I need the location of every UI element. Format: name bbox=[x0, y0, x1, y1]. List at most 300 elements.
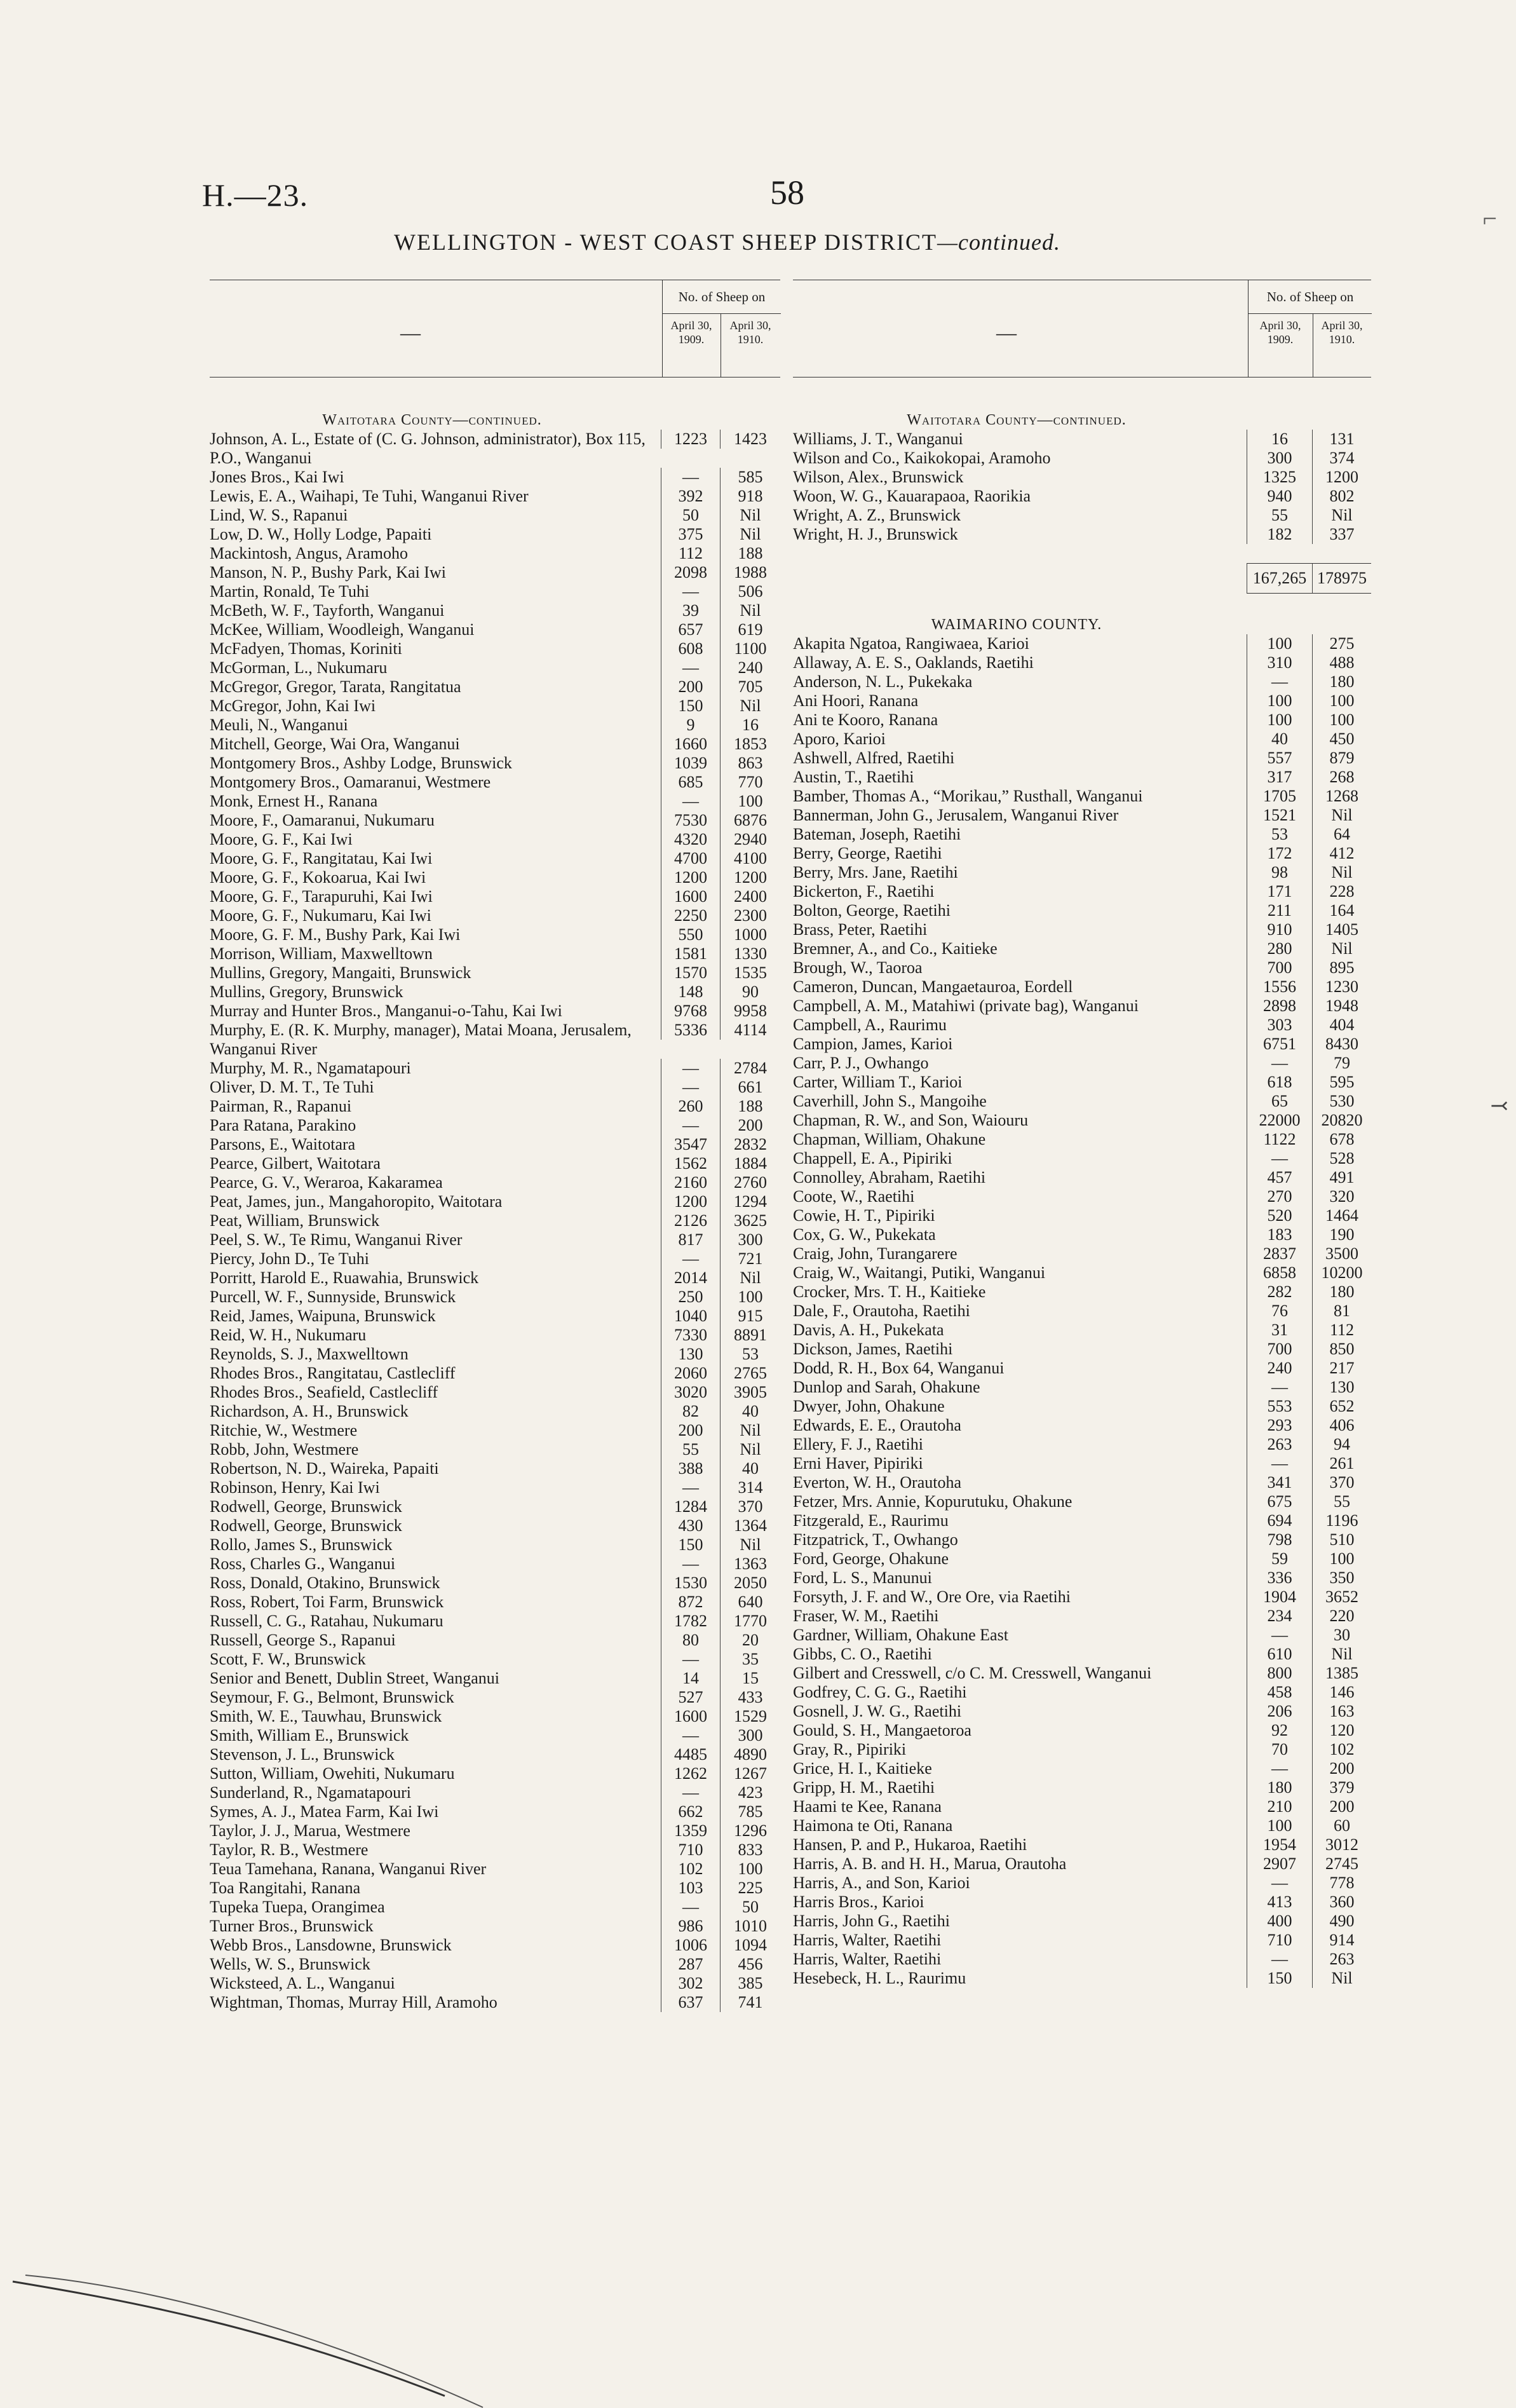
sheep-1909: 1954 bbox=[1247, 1835, 1312, 1854]
owner-name: Davis, A. H., Pukekata bbox=[793, 1321, 944, 1339]
sheep-1909: 82 bbox=[661, 1402, 720, 1421]
table-row bbox=[793, 1683, 1371, 1702]
sheep-1909: 1556 bbox=[1247, 977, 1312, 997]
sheep-1910: 530 bbox=[1312, 1092, 1371, 1111]
sheep-1910: 1988 bbox=[720, 563, 780, 582]
sheep-1909: 527 bbox=[661, 1688, 720, 1707]
sheep-1910: 240 bbox=[720, 658, 780, 677]
sheep-1909: 55 bbox=[661, 1440, 720, 1459]
table-row bbox=[210, 1326, 780, 1345]
owner-name: Reid, James, Waipuna, Brunswick bbox=[210, 1307, 436, 1325]
owner-name: Harris, A. B. and H. H., Marua, Orautoha bbox=[793, 1854, 1067, 1873]
sheep-1909: 310 bbox=[1247, 653, 1312, 672]
sheep-1909: 53 bbox=[1247, 825, 1312, 844]
sheep-1909: 940 bbox=[1247, 487, 1312, 506]
owner-name: Sutton, William, Owehiti, Nukumaru bbox=[210, 1764, 455, 1783]
owner-name: Harris Bros., Karioi bbox=[793, 1893, 924, 1911]
sheep-1909: 1581 bbox=[661, 944, 720, 963]
sheep-1910: 1200 bbox=[1312, 468, 1371, 487]
sheep-1910: 433 bbox=[720, 1688, 780, 1707]
owner-name: McBeth, W. F., Tayforth, Wanganui bbox=[210, 601, 445, 620]
table-row bbox=[210, 582, 780, 601]
sheep-1910: 652 bbox=[1312, 1397, 1371, 1416]
owner-name: Pearce, Gilbert, Waitotara bbox=[210, 1154, 381, 1173]
sheep-1910: 188 bbox=[720, 1097, 780, 1116]
owner-name: Gibbs, C. O., Raetihi bbox=[793, 1645, 932, 1663]
table-row bbox=[210, 735, 780, 754]
sheep-1910: 374 bbox=[1312, 449, 1371, 468]
owner-name: Dodd, R. H., Box 64, Wanganui bbox=[793, 1359, 1005, 1377]
sheep-1910: 506 bbox=[720, 582, 780, 601]
owner-name: Turner Bros., Brunswick bbox=[210, 1917, 374, 1935]
table-row bbox=[210, 1383, 780, 1402]
table-row bbox=[793, 1645, 1371, 1664]
table-row bbox=[210, 525, 780, 544]
table-row bbox=[793, 1778, 1371, 1797]
sheep-1910: 3652 bbox=[1312, 1588, 1371, 1607]
sheep-1909: 206 bbox=[1247, 1702, 1312, 1721]
owner-name: Campbell, A., Raurimu bbox=[793, 1016, 947, 1034]
sheep-1910: 200 bbox=[1312, 1759, 1371, 1778]
table-row bbox=[210, 1421, 780, 1440]
sheep-1910: Nil bbox=[720, 525, 780, 544]
table-row bbox=[793, 1073, 1371, 1092]
owner-name: Bolton, George, Raetihi bbox=[793, 901, 951, 920]
owner-name: Montgomery Bros., Oamaranui, Westmere bbox=[210, 773, 491, 791]
sheep-1910: 263 bbox=[1312, 1950, 1371, 1969]
owner-name: Chapman, William, Ohakune bbox=[793, 1130, 986, 1148]
owner-name: Monk, Ernest H., Ranana bbox=[210, 792, 378, 810]
sheep-1910: 895 bbox=[1312, 958, 1371, 977]
table-row bbox=[793, 1244, 1371, 1263]
left-table-header bbox=[210, 280, 780, 378]
owner-name: Ford, George, Ohakune bbox=[793, 1549, 949, 1568]
owner-name: Webb Bros., Lansdowne, Brunswick bbox=[210, 1936, 452, 1954]
sheep-1909: 183 bbox=[1247, 1225, 1312, 1244]
sheep-1909: 1570 bbox=[661, 963, 720, 983]
sheep-1910: 94 bbox=[1312, 1435, 1371, 1454]
sheep-1910: 1010 bbox=[720, 1917, 780, 1936]
sheep-1909: 150 bbox=[661, 1535, 720, 1554]
sheep-1909: 700 bbox=[1247, 958, 1312, 977]
sheep-1910: 1364 bbox=[720, 1516, 780, 1535]
table-row bbox=[793, 825, 1371, 844]
owner-name: Oliver, D. M. T., Te Tuhi bbox=[210, 1078, 374, 1096]
sheep-1910: 802 bbox=[1312, 487, 1371, 506]
table-row bbox=[210, 1726, 780, 1745]
sheep-1910: 20 bbox=[720, 1631, 780, 1650]
table-row bbox=[793, 844, 1371, 863]
sheep-1909: 430 bbox=[661, 1516, 720, 1535]
pen-scribble bbox=[0, 2205, 572, 2408]
total-1909: 167,265 bbox=[1247, 563, 1312, 594]
header-dash: — bbox=[996, 321, 1017, 344]
owner-name: Campbell, A. M., Matahiwi (private bag), Wanganui bbox=[793, 997, 1139, 1015]
sheep-1909: 1530 bbox=[661, 1574, 720, 1593]
sheep-1909: 4320 bbox=[661, 830, 720, 849]
sheep-1910: 1196 bbox=[1312, 1511, 1371, 1530]
owner-name: Gardner, William, Ohakune East bbox=[793, 1626, 1008, 1644]
sheep-1909: 986 bbox=[661, 1917, 720, 1936]
sheep-1909: 710 bbox=[661, 1840, 720, 1860]
sheep-1909: 1325 bbox=[1247, 468, 1312, 487]
table-row bbox=[210, 1840, 780, 1860]
table-row bbox=[210, 468, 780, 487]
owner-name: Harris, Walter, Raetihi bbox=[793, 1931, 942, 1949]
table-row bbox=[793, 1035, 1371, 1054]
owner-name: McKee, William, Woodleigh, Wanganui bbox=[210, 620, 475, 639]
sheep-1910: 3905 bbox=[720, 1383, 780, 1402]
sheep-1910: 370 bbox=[1312, 1473, 1371, 1492]
table-row bbox=[793, 1721, 1371, 1740]
table-row bbox=[793, 1931, 1371, 1950]
sheep-1909: 112 bbox=[661, 544, 720, 563]
sheep-1910: 2400 bbox=[720, 887, 780, 906]
owner-name: Taylor, R. B., Westmere bbox=[210, 1840, 369, 1859]
table-row bbox=[210, 1764, 780, 1783]
header-dash: — bbox=[400, 321, 421, 344]
table-row bbox=[793, 958, 1371, 977]
sheep-1909: 14 bbox=[661, 1669, 720, 1688]
owner-name: Caverhill, John S., Mangoihe bbox=[793, 1092, 987, 1110]
owner-name: Stevenson, J. L., Brunswick bbox=[210, 1745, 395, 1764]
table-row bbox=[210, 1631, 780, 1650]
sheep-1909: 9 bbox=[661, 716, 720, 735]
sheep-1910: 915 bbox=[720, 1307, 780, 1326]
table-row bbox=[793, 1816, 1371, 1835]
table-row bbox=[793, 1225, 1371, 1244]
owner-name: Hansen, P. and P., Hukaroa, Raetihi bbox=[793, 1835, 1027, 1854]
table-row bbox=[793, 672, 1371, 691]
owner-name: Wilson, Alex., Brunswick bbox=[793, 468, 964, 486]
table-row bbox=[210, 1288, 780, 1307]
sheep-1910: 164 bbox=[1312, 901, 1371, 920]
sheep-1909: — bbox=[1247, 1950, 1312, 1969]
sheep-1909: 2060 bbox=[661, 1364, 720, 1383]
sheep-1910: 50 bbox=[720, 1898, 780, 1917]
sheep-1910: 320 bbox=[1312, 1187, 1371, 1206]
table-row bbox=[793, 997, 1371, 1016]
spacer bbox=[793, 544, 1371, 563]
sheep-1910: 180 bbox=[1312, 1282, 1371, 1302]
table-row bbox=[210, 1345, 780, 1364]
sheep-1910: 275 bbox=[1312, 634, 1371, 653]
table-row bbox=[793, 506, 1371, 525]
sheep-1909: 2250 bbox=[661, 906, 720, 925]
sheep-1910: 2832 bbox=[720, 1135, 780, 1154]
sheep-1909: 6751 bbox=[1247, 1035, 1312, 1054]
owner-name: Ani Hoori, Ranana bbox=[793, 691, 919, 710]
owner-name: Connolley, Abraham, Raetihi bbox=[793, 1168, 986, 1187]
sheep-1909: 211 bbox=[1247, 901, 1312, 920]
owner-name: Austin, T., Raetihi bbox=[793, 768, 914, 786]
owner-name: Reynolds, S. J., Maxwelltown bbox=[210, 1345, 409, 1363]
sheep-1910: 1948 bbox=[1312, 997, 1371, 1016]
sheep-1909: 910 bbox=[1247, 920, 1312, 939]
sheep-1909: 4485 bbox=[661, 1745, 720, 1764]
owner-name: Harris, A., and Son, Karioi bbox=[793, 1874, 970, 1892]
sheep-1909: 31 bbox=[1247, 1321, 1312, 1340]
table-row bbox=[793, 901, 1371, 920]
sheep-1910: 528 bbox=[1312, 1149, 1371, 1168]
owner-name: Russell, George S., Rapanui bbox=[210, 1631, 396, 1649]
sheep-1910: 1094 bbox=[720, 1936, 780, 1955]
table-row bbox=[210, 697, 780, 716]
sheep-1910: 1770 bbox=[720, 1612, 780, 1631]
table-row bbox=[793, 1607, 1371, 1626]
table-row bbox=[793, 1702, 1371, 1721]
sheep-1909: 250 bbox=[661, 1288, 720, 1307]
table-row bbox=[793, 1950, 1371, 1969]
sheep-1910: 1529 bbox=[720, 1707, 780, 1726]
owner-name: Ross, Robert, Toi Farm, Brunswick bbox=[210, 1593, 444, 1611]
sheep-1909: 70 bbox=[1247, 1740, 1312, 1759]
owner-name: Peat, James, jun., Mangahoropito, Waitotara bbox=[210, 1192, 503, 1211]
owner-name: Bannerman, John G., Jerusalem, Wanganui River bbox=[793, 806, 1119, 824]
sheep-1909: 1782 bbox=[661, 1612, 720, 1631]
owner-name: Robb, John, Westmere bbox=[210, 1440, 359, 1459]
table-row bbox=[793, 1588, 1371, 1607]
sheep-1909: 3020 bbox=[661, 1383, 720, 1402]
owner-name: Parsons, E., Waitotara bbox=[210, 1135, 356, 1153]
header-group-label: No. of Sheep on bbox=[1266, 289, 1354, 304]
owner-name: Moore, G. F., Kai Iwi bbox=[210, 830, 353, 848]
owner-name: Carr, P. J., Owhango bbox=[793, 1054, 929, 1072]
sheep-1909: 657 bbox=[661, 620, 720, 639]
sheep-1909: 7330 bbox=[661, 1326, 720, 1345]
table-row bbox=[793, 1111, 1371, 1130]
table-row bbox=[210, 1612, 780, 1631]
sheep-1909: 7530 bbox=[661, 811, 720, 830]
sheep-1910: 360 bbox=[1312, 1893, 1371, 1912]
section-label: Waitotara County—continued. bbox=[322, 412, 542, 428]
table-row bbox=[793, 1912, 1371, 1931]
sheep-1909: 336 bbox=[1247, 1568, 1312, 1588]
sheep-1909: 413 bbox=[1247, 1893, 1312, 1912]
owner-name: Fetzer, Mrs. Annie, Kopurutuku, Ohakune bbox=[793, 1492, 1073, 1511]
sheep-1909: 171 bbox=[1247, 882, 1312, 901]
sheep-1909: 2907 bbox=[1247, 1854, 1312, 1874]
owner-name: Mullins, Gregory, Mangaiti, Brunswick bbox=[210, 963, 471, 982]
owner-name: Ellery, F. J., Raetihi bbox=[793, 1435, 923, 1453]
sheep-1909: 375 bbox=[661, 525, 720, 544]
sheep-1909: — bbox=[1247, 1874, 1312, 1893]
sheep-1909: — bbox=[661, 1898, 720, 1917]
sheep-1909: 388 bbox=[661, 1459, 720, 1478]
table-row bbox=[210, 1669, 780, 1688]
owner-name: Teua Tamehana, Ranana, Wanganui River bbox=[210, 1860, 487, 1878]
sheep-1910: Nil bbox=[720, 697, 780, 716]
sheep-1910: 1100 bbox=[720, 639, 780, 658]
sheep-1910: 8891 bbox=[720, 1326, 780, 1345]
table-row bbox=[793, 977, 1371, 997]
sheep-1910: 217 bbox=[1312, 1359, 1371, 1378]
owner-name: Hesebeck, H. L., Raurimu bbox=[793, 1969, 966, 1987]
sheep-1910: 188 bbox=[720, 544, 780, 563]
sheep-1910: 64 bbox=[1312, 825, 1371, 844]
sheep-1910: Nil bbox=[720, 601, 780, 620]
table-row bbox=[210, 811, 780, 830]
owner-name: Smith, William E., Brunswick bbox=[210, 1726, 409, 1745]
sheep-1909: 1040 bbox=[661, 1307, 720, 1326]
sheep-1909: 100 bbox=[1247, 634, 1312, 653]
sheep-1910: 120 bbox=[1312, 1721, 1371, 1740]
owner-name: Edwards, E. E., Orautoha bbox=[793, 1416, 961, 1434]
sheep-1909: 637 bbox=[661, 1993, 720, 2012]
owner-name: Morrison, William, Maxwelltown bbox=[210, 944, 433, 963]
sheep-1910: 406 bbox=[1312, 1416, 1371, 1435]
owner-name: Haami te Kee, Ranana bbox=[793, 1797, 942, 1816]
sheep-1909: 100 bbox=[1247, 691, 1312, 711]
sheep-1910: 3500 bbox=[1312, 1244, 1371, 1263]
owner-name: Gilbert and Cresswell, c/o C. M. Cresswell, Wanganui bbox=[793, 1664, 1152, 1682]
owner-name: Lind, W. S., Rapanui bbox=[210, 506, 348, 524]
table-row bbox=[210, 1917, 780, 1936]
sheep-1909: 608 bbox=[661, 639, 720, 658]
left-rows bbox=[210, 408, 780, 2012]
sheep-1909: 1562 bbox=[661, 1154, 720, 1173]
owner-name: Murphy, M. R., Ngamatapouri bbox=[210, 1059, 411, 1077]
sheep-1910: 785 bbox=[720, 1802, 780, 1821]
sheep-1909: 1200 bbox=[661, 868, 720, 887]
sheep-1910: 4890 bbox=[720, 1745, 780, 1764]
table-row bbox=[793, 634, 1371, 653]
sheep-1910: 100 bbox=[720, 1860, 780, 1879]
sheep-1910: 2765 bbox=[720, 1364, 780, 1383]
sheep-1910: 1294 bbox=[720, 1192, 780, 1211]
owner-name: Chapman, R. W., and Son, Waiouru bbox=[793, 1111, 1029, 1129]
table-row bbox=[793, 1835, 1371, 1854]
owner-name: Bickerton, F., Raetihi bbox=[793, 882, 935, 901]
owner-name: Meuli, N., Wanganui bbox=[210, 716, 348, 734]
owner-name: Purcell, W. F., Sunnyside, Brunswick bbox=[210, 1288, 456, 1306]
sheep-1909: 302 bbox=[661, 1974, 720, 1993]
sheep-1910: 220 bbox=[1312, 1607, 1371, 1626]
sheep-1909: 817 bbox=[661, 1230, 720, 1249]
table-row bbox=[210, 1955, 780, 1974]
owner-name: Bamber, Thomas A., “Morikau,” Rusthall, Wanganui bbox=[793, 787, 1143, 805]
owner-name: Campion, James, Karioi bbox=[793, 1035, 953, 1053]
owner-name: Cox, G. W., Pukekata bbox=[793, 1225, 936, 1244]
owner-name: Johnson, A. L., Estate of (C. G. Johnson, administrator), Box 115, P.O., Wanganui bbox=[210, 430, 646, 467]
sheep-1909: 662 bbox=[661, 1802, 720, 1821]
owner-name: Ashwell, Alfred, Raetihi bbox=[793, 749, 955, 767]
table-row bbox=[793, 1321, 1371, 1340]
owner-name: McGregor, John, Kai Iwi bbox=[210, 697, 376, 715]
table-row bbox=[210, 1707, 780, 1726]
table-row bbox=[210, 1535, 780, 1554]
table-row bbox=[793, 653, 1371, 672]
table-row bbox=[793, 1130, 1371, 1149]
sheep-1909: 150 bbox=[1247, 1969, 1312, 1988]
sheep-1909: 2098 bbox=[661, 563, 720, 582]
table-row bbox=[210, 1173, 780, 1192]
table-row bbox=[793, 1206, 1371, 1225]
owner-name: McGregor, Gregor, Tarata, Rangitatua bbox=[210, 677, 461, 696]
sheep-1910: 661 bbox=[720, 1078, 780, 1097]
page-number: 58 bbox=[770, 173, 804, 212]
owner-name: Para Ratana, Parakino bbox=[210, 1116, 356, 1134]
sheep-1910: Nil bbox=[720, 1535, 780, 1554]
sheep-1909: 293 bbox=[1247, 1416, 1312, 1435]
owner-name: Sunderland, R., Ngamatapouri bbox=[210, 1783, 411, 1802]
sheep-1910: 2784 bbox=[720, 1059, 780, 1078]
owner-name: Chappell, E. A., Pipiriki bbox=[793, 1149, 952, 1167]
sheep-1910: Nil bbox=[720, 1269, 780, 1288]
table-row bbox=[210, 1478, 780, 1497]
owner-name: Murray and Hunter Bros., Manganui-o-Tahu, Kai Iwi bbox=[210, 1002, 562, 1020]
table-row bbox=[793, 1416, 1371, 1435]
table-row bbox=[793, 691, 1371, 711]
document-reference: H.—23. bbox=[202, 177, 309, 213]
sheep-1909: 300 bbox=[1247, 449, 1312, 468]
owner-name: Taylor, J. J., Marua, Westmere bbox=[210, 1821, 410, 1840]
sheep-1910: 100 bbox=[1312, 691, 1371, 711]
sheep-1910: 2050 bbox=[720, 1574, 780, 1593]
table-row bbox=[793, 487, 1371, 506]
table-row bbox=[210, 620, 780, 639]
page-title bbox=[394, 229, 1060, 255]
sheep-1909: 341 bbox=[1247, 1473, 1312, 1492]
table-row bbox=[210, 792, 780, 811]
table-row bbox=[793, 468, 1371, 487]
owner-name: Harris, Walter, Raetihi bbox=[793, 1950, 942, 1968]
owner-name: Bateman, Joseph, Raetihi bbox=[793, 825, 961, 843]
owner-name: Robinson, Henry, Kai Iwi bbox=[210, 1478, 380, 1497]
table-row bbox=[793, 863, 1371, 882]
sheep-1909: 234 bbox=[1247, 1607, 1312, 1626]
sheep-1909: — bbox=[1247, 672, 1312, 691]
owner-name: Cameron, Duncan, Mangaetauroa, Eordell bbox=[793, 977, 1073, 996]
table-row bbox=[210, 1078, 780, 1097]
table-row bbox=[210, 906, 780, 925]
owner-name: McGorman, L., Nukumaru bbox=[210, 658, 388, 677]
owner-name: Wright, H. J., Brunswick bbox=[793, 525, 958, 543]
sheep-1909: 172 bbox=[1247, 844, 1312, 863]
owner-name: Wilson and Co., Kaikokopai, Aramoho bbox=[793, 449, 1051, 467]
table-row bbox=[210, 849, 780, 868]
sheep-1909: 76 bbox=[1247, 1302, 1312, 1321]
owner-name: Fitzgerald, E., Raurimu bbox=[793, 1511, 949, 1530]
sheep-1909: 1904 bbox=[1247, 1588, 1312, 1607]
sheep-1909: 694 bbox=[1247, 1511, 1312, 1530]
sheep-1909: 800 bbox=[1247, 1664, 1312, 1683]
table-row bbox=[793, 1302, 1371, 1321]
owner-name: Pearce, G. V., Weraroa, Kakaramea bbox=[210, 1173, 443, 1192]
table-row bbox=[210, 601, 780, 620]
sheep-1909: 270 bbox=[1247, 1187, 1312, 1206]
sheep-1909: 618 bbox=[1247, 1073, 1312, 1092]
title-text: WELLINGTON - WEST COAST SHEEP DISTRICT bbox=[394, 229, 937, 255]
owner-name: Brough, W., Taoroa bbox=[793, 958, 923, 977]
table-row bbox=[210, 1230, 780, 1249]
owner-name: Mitchell, George, Wai Ora, Wanganui bbox=[210, 735, 460, 753]
sheep-1910: 268 bbox=[1312, 768, 1371, 787]
owner-name: Montgomery Bros., Ashby Lodge, Brunswick bbox=[210, 754, 512, 772]
table-row bbox=[210, 487, 780, 506]
table-row bbox=[210, 658, 780, 677]
owner-name: Low, D. W., Holly Lodge, Papaiti bbox=[210, 525, 432, 543]
sheep-1910: 1268 bbox=[1312, 787, 1371, 806]
table-row bbox=[210, 1402, 780, 1421]
sheep-1909: 287 bbox=[661, 1955, 720, 1974]
sheep-1909: — bbox=[661, 1783, 720, 1802]
sheep-1910: Nil bbox=[1312, 863, 1371, 882]
sheep-1909: 182 bbox=[1247, 525, 1312, 544]
sheep-1910: 879 bbox=[1312, 749, 1371, 768]
table-row bbox=[793, 1874, 1371, 1893]
owner-name: Martin, Ronald, Te Tuhi bbox=[210, 582, 370, 601]
